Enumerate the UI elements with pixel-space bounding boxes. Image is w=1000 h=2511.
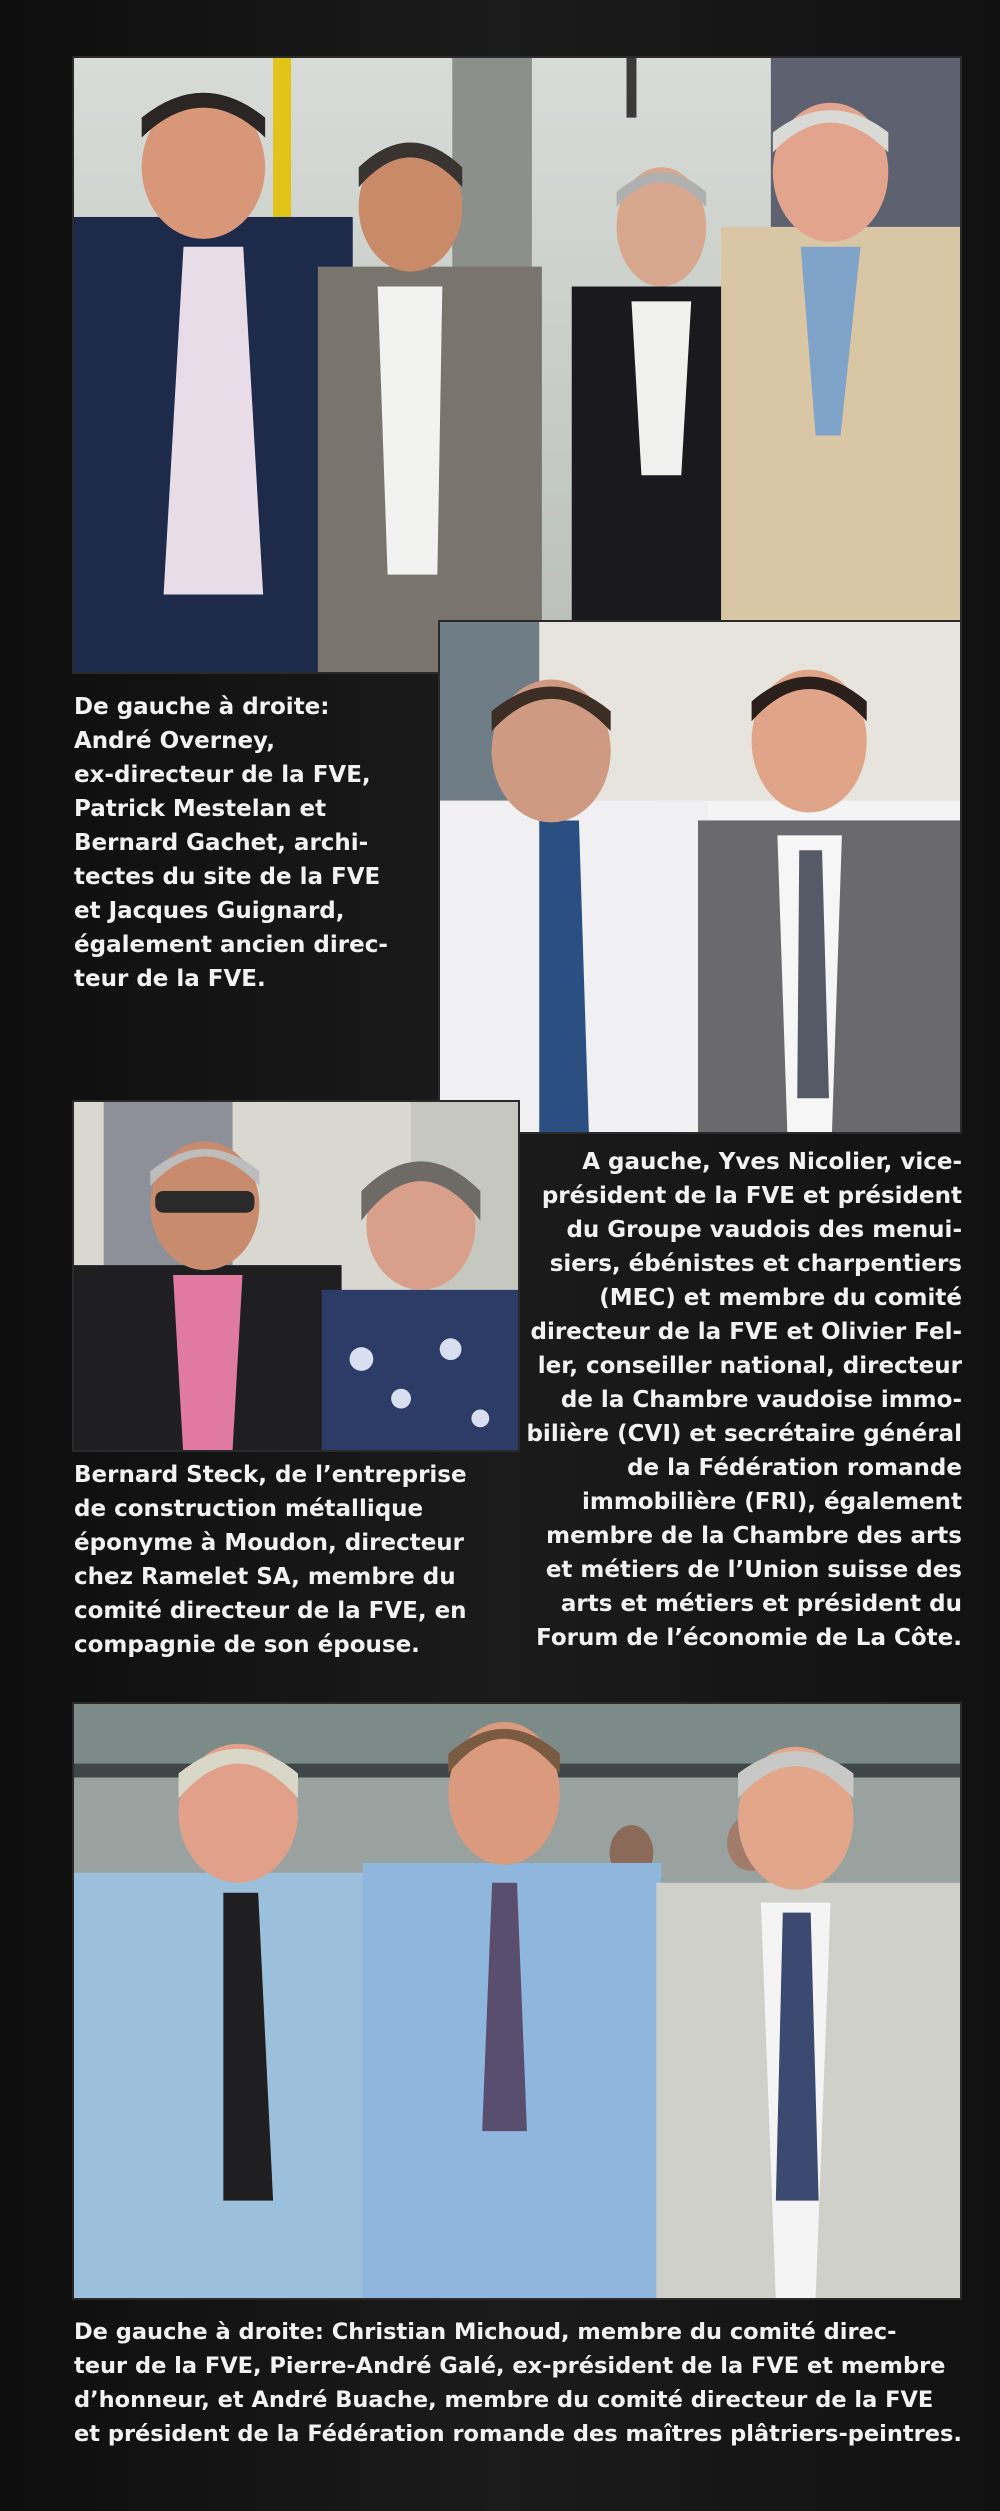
caption-line: et Jacques Guignard, <box>74 898 345 924</box>
caption-line: De gauche à droite: <box>74 694 330 720</box>
caption-line: du Groupe vaudois des menui- <box>566 1217 962 1243</box>
caption-line: de la Chambre vaudoise immo- <box>560 1387 962 1413</box>
caption-line: compagnie de son épouse. <box>74 1632 420 1658</box>
photo-three-men <box>72 1702 962 2300</box>
caption-line: éponyme à Moudon, directeur <box>74 1530 465 1556</box>
caption-line: Bernard Steck, de l’entreprise <box>74 1462 467 1488</box>
caption-line: Bernard Gachet, archi- <box>74 830 369 856</box>
caption-line: également ancien direc- <box>74 932 388 958</box>
caption-middle-left <box>74 1458 514 1662</box>
photo-four-men <box>72 56 962 674</box>
photo-four-men-image <box>74 58 960 672</box>
caption-line: comité directeur de la FVE, en <box>74 1598 467 1624</box>
caption-line: arts et métiers et président du <box>560 1591 962 1617</box>
caption-line: A gauche, Yves Nicolier, vice- <box>582 1149 962 1175</box>
photo-three-men-image <box>74 1704 960 2298</box>
photo-two-men-image <box>440 622 960 1132</box>
photo-couple <box>72 1100 520 1452</box>
caption-line: ler, conseiller national, directeur <box>537 1353 962 1379</box>
caption-line: d’honneur, et André Buache, membre du comité directeur de la FVE <box>74 2387 934 2413</box>
caption-line: De gauche à droite: Christian Michoud, membre du comité direc- <box>74 2319 897 2345</box>
caption-line: membre de la Chambre des arts <box>546 1523 962 1549</box>
caption-line: siers, ébénistes et charpentiers <box>549 1251 962 1277</box>
caption-line: tectes du site de la FVE <box>74 864 381 890</box>
caption-line: teur de la FVE. <box>74 966 266 992</box>
caption-line: teur de la FVE, Pierre-André Galé, ex-président de la FVE et membre <box>74 2353 946 2379</box>
caption-line: de construction métallique <box>74 1496 424 1522</box>
caption-line: et métiers de l’Union suisse des <box>545 1557 962 1583</box>
caption-line: Forum de l’économie de La Côte. <box>536 1625 962 1651</box>
photo-couple-image <box>74 1102 518 1450</box>
caption-line: et président de la Fédération romande des maîtres plâtriers-peintres. <box>74 2421 962 2447</box>
caption-line: André Overney, <box>74 728 275 754</box>
photo-two-men <box>438 620 962 1134</box>
caption-line: directeur de la FVE et Olivier Fel- <box>530 1319 962 1345</box>
caption-line: ex-directeur de la FVE, <box>74 762 371 788</box>
caption-line: chez Ramelet SA, membre du <box>74 1564 456 1590</box>
caption-top-left <box>74 690 454 996</box>
caption-line: Patrick Mestelan et <box>74 796 327 822</box>
caption-line: de la Fédération romande <box>627 1455 962 1481</box>
caption-line: président de la FVE et président <box>541 1183 962 1209</box>
caption-middle-right <box>520 1145 962 1655</box>
caption-line: (MEC) et membre du comité <box>599 1285 962 1311</box>
caption-line: immobilière (FRI), également <box>581 1489 962 1515</box>
caption-bottom <box>74 2315 974 2451</box>
caption-line: bilière (CVI) et secrétaire général <box>526 1421 962 1447</box>
